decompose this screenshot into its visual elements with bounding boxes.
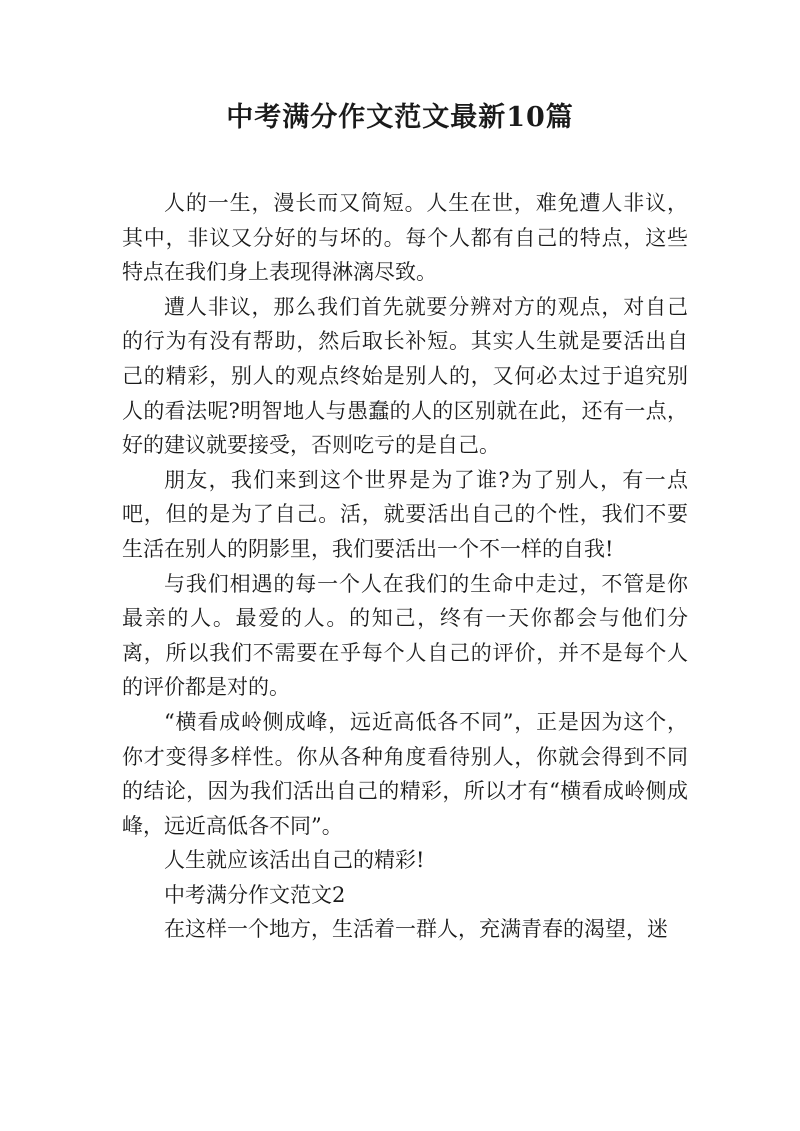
document-body xyxy=(122,186,688,947)
section-heading: 中考满分作文范文2 xyxy=(164,882,346,907)
paragraph: 在这样一个地方，生活着一群人，充满青春的渴望，迷 xyxy=(164,917,668,942)
paragraph: 人的一生，漫长而又简短。人生在世，难免遭人非议，其中，非议又分好的与坏的。每个人都有自己的特点，这些特点在我们身上表现得淋漓尽致。 xyxy=(122,191,688,285)
paragraph: “横看成岭侧成峰，远近高低各不同”，正是因为这个，你才变得多样性。你从各种角度看待别人，你就会得到不同的结论，因为我们活出自己的精彩，所以才有“横看成岭侧成峰，远近高低各不同”。 xyxy=(122,709,688,838)
paragraph: 人生就应该活出自己的精彩! xyxy=(164,848,425,873)
paragraph: 朋友，我们来到这个世界是为了谁?为了别人，有一点吧，但的是为了自己。活，就要活出自己的个性，我们不要生活在别人的阴影里，我们要活出一个不一样的自我! xyxy=(122,467,688,561)
paragraph: 遭人非议，那么我们首先就要分辨对方的观点，对自己的行为有没有帮助，然后取长补短。其实人生就是要活出自己的精彩，别人的观点终始是别人的，又何必太过于追究别人的看法呢?明智地人与愚蠢的人的区别就在此，还有一点，好的建议就要接受，否则吃亏的是自己。 xyxy=(122,294,688,458)
paragraph: 与我们相遇的每一个人在我们的生命中走过，不管是你最亲的人。最爱的人。的知己，终有一天你都会与他们分离，所以我们不需要在乎每个人自己的评价，并不是每个人的评价都是对的。 xyxy=(122,571,688,700)
document-title: 中考满分作文范文最新10篇 xyxy=(226,102,574,133)
